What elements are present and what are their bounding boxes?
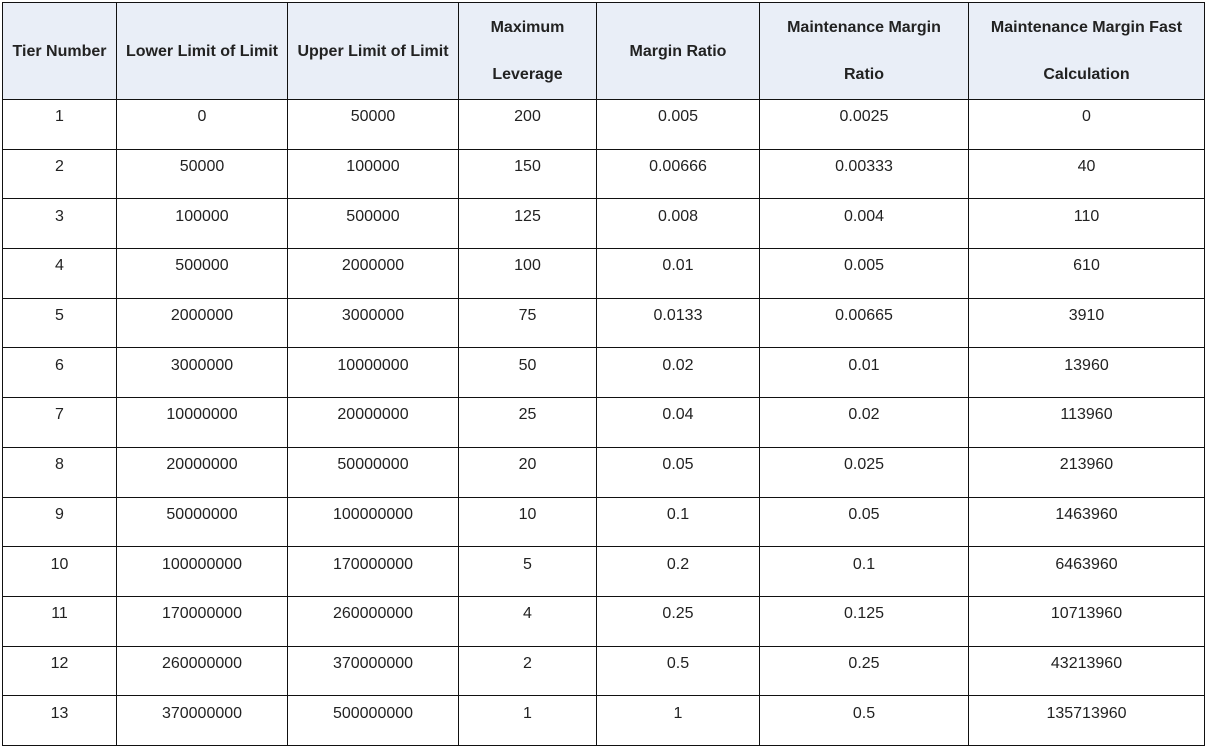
maintenance-margin-ratio-cell: 0.125 [760, 596, 969, 646]
upper-limit-cell: 500000000 [288, 696, 459, 746]
table-row [3, 398, 1205, 448]
tier-number-cell: 4 [3, 249, 117, 299]
header-maintenance-margin-ratio: Maintenance Margin Ratio [760, 3, 969, 100]
maintenance-margin-fast-calc-cell: 1463960 [969, 497, 1205, 547]
maintenance-margin-fast-calc-cell: 6463960 [969, 547, 1205, 597]
lower-limit-cell: 500000 [117, 249, 288, 299]
maintenance-margin-fast-calc-cell: 43213960 [969, 646, 1205, 696]
table-row [3, 149, 1205, 199]
tier-number-cell: 10 [3, 547, 117, 597]
tier-number-cell: 3 [3, 199, 117, 249]
margin-ratio-cell: 0.04 [597, 398, 760, 448]
margin-ratio-cell: 0.05 [597, 447, 760, 497]
maximum-leverage-cell: 5 [459, 547, 597, 597]
header-margin-ratio: Margin Ratio [597, 3, 760, 100]
maximum-leverage-cell: 10 [459, 497, 597, 547]
maximum-leverage-cell: 20 [459, 447, 597, 497]
maintenance-margin-fast-calc-cell: 135713960 [969, 696, 1205, 746]
table-row [3, 348, 1205, 398]
upper-limit-cell: 500000 [288, 199, 459, 249]
table-row [3, 199, 1205, 249]
margin-ratio-cell: 0.5 [597, 646, 760, 696]
margin-ratio-cell: 0.00666 [597, 149, 760, 199]
margin-ratio-cell: 0.2 [597, 547, 760, 597]
header-upper-limit: Upper Limit of Limit [288, 3, 459, 100]
maintenance-margin-fast-calc-cell: 0 [969, 100, 1205, 150]
lower-limit-cell: 370000000 [117, 696, 288, 746]
maintenance-margin-ratio-cell: 0.02 [760, 398, 969, 448]
tier-number-cell: 13 [3, 696, 117, 746]
table-row [3, 696, 1205, 746]
header-lower-limit: Lower Limit of Limit [117, 3, 288, 100]
table-row [3, 547, 1205, 597]
maintenance-margin-fast-calc-cell: 3910 [969, 298, 1205, 348]
tier-number-cell: 12 [3, 646, 117, 696]
maximum-leverage-cell: 50 [459, 348, 597, 398]
maintenance-margin-ratio-cell: 0.00333 [760, 149, 969, 199]
lower-limit-cell: 3000000 [117, 348, 288, 398]
header-row [3, 3, 1205, 100]
maintenance-margin-ratio-cell: 0.5 [760, 696, 969, 746]
maximum-leverage-cell: 25 [459, 398, 597, 448]
upper-limit-cell: 50000000 [288, 447, 459, 497]
table-row [3, 497, 1205, 547]
tier-number-cell: 9 [3, 497, 117, 547]
maximum-leverage-cell: 125 [459, 199, 597, 249]
upper-limit-cell: 3000000 [288, 298, 459, 348]
maximum-leverage-cell: 75 [459, 298, 597, 348]
maximum-leverage-cell: 2 [459, 646, 597, 696]
tier-number-cell: 8 [3, 447, 117, 497]
maintenance-margin-fast-calc-cell: 110 [969, 199, 1205, 249]
maintenance-margin-ratio-cell: 0.025 [760, 447, 969, 497]
lower-limit-cell: 20000000 [117, 447, 288, 497]
margin-ratio-cell: 0.005 [597, 100, 760, 150]
header-tier-number: Tier Number [3, 3, 117, 100]
table-row [3, 298, 1205, 348]
maintenance-margin-ratio-cell: 0.005 [760, 249, 969, 299]
margin-ratio-cell: 0.02 [597, 348, 760, 398]
margin-ratio-cell: 0.1 [597, 497, 760, 547]
maximum-leverage-cell: 1 [459, 696, 597, 746]
tier-number-cell: 1 [3, 100, 117, 150]
maintenance-margin-fast-calc-cell: 13960 [969, 348, 1205, 398]
maximum-leverage-cell: 100 [459, 249, 597, 299]
table-row [3, 596, 1205, 646]
margin-ratio-cell: 0.0133 [597, 298, 760, 348]
margin-ratio-cell: 0.01 [597, 249, 760, 299]
maintenance-margin-ratio-cell: 0.004 [760, 199, 969, 249]
lower-limit-cell: 100000000 [117, 547, 288, 597]
maintenance-margin-ratio-cell: 0.25 [760, 646, 969, 696]
margin-tier-table [2, 2, 1205, 746]
maximum-leverage-cell: 150 [459, 149, 597, 199]
upper-limit-cell: 20000000 [288, 398, 459, 448]
tier-number-cell: 6 [3, 348, 117, 398]
tier-number-cell: 5 [3, 298, 117, 348]
maintenance-margin-fast-calc-cell: 610 [969, 249, 1205, 299]
tier-number-cell: 7 [3, 398, 117, 448]
upper-limit-cell: 50000 [288, 100, 459, 150]
lower-limit-cell: 100000 [117, 199, 288, 249]
tier-number-cell: 2 [3, 149, 117, 199]
maintenance-margin-fast-calc-cell: 40 [969, 149, 1205, 199]
margin-ratio-cell: 0.25 [597, 596, 760, 646]
table-body [3, 100, 1205, 746]
table-row [3, 646, 1205, 696]
tier-number-cell: 11 [3, 596, 117, 646]
margin-ratio-cell: 1 [597, 696, 760, 746]
upper-limit-cell: 260000000 [288, 596, 459, 646]
upper-limit-cell: 10000000 [288, 348, 459, 398]
lower-limit-cell: 50000000 [117, 497, 288, 547]
lower-limit-cell: 50000 [117, 149, 288, 199]
maximum-leverage-cell: 4 [459, 596, 597, 646]
maintenance-margin-fast-calc-cell: 213960 [969, 447, 1205, 497]
margin-ratio-cell: 0.008 [597, 199, 760, 249]
maintenance-margin-ratio-cell: 0.05 [760, 497, 969, 547]
lower-limit-cell: 170000000 [117, 596, 288, 646]
header-maximum-leverage: Maximum Leverage [459, 3, 597, 100]
maintenance-margin-ratio-cell: 0.1 [760, 547, 969, 597]
lower-limit-cell: 0 [117, 100, 288, 150]
maintenance-margin-ratio-cell: 0.01 [760, 348, 969, 398]
upper-limit-cell: 100000 [288, 149, 459, 199]
maintenance-margin-fast-calc-cell: 113960 [969, 398, 1205, 448]
lower-limit-cell: 2000000 [117, 298, 288, 348]
header-maintenance-margin-fast-calc: Maintenance Margin Fast Calculation [969, 3, 1205, 100]
upper-limit-cell: 370000000 [288, 646, 459, 696]
table-row [3, 447, 1205, 497]
maximum-leverage-cell: 200 [459, 100, 597, 150]
maintenance-margin-ratio-cell: 0.0025 [760, 100, 969, 150]
table-row [3, 100, 1205, 150]
maintenance-margin-ratio-cell: 0.00665 [760, 298, 969, 348]
table-row [3, 249, 1205, 299]
lower-limit-cell: 260000000 [117, 646, 288, 696]
upper-limit-cell: 2000000 [288, 249, 459, 299]
upper-limit-cell: 100000000 [288, 497, 459, 547]
lower-limit-cell: 10000000 [117, 398, 288, 448]
maintenance-margin-fast-calc-cell: 10713960 [969, 596, 1205, 646]
upper-limit-cell: 170000000 [288, 547, 459, 597]
